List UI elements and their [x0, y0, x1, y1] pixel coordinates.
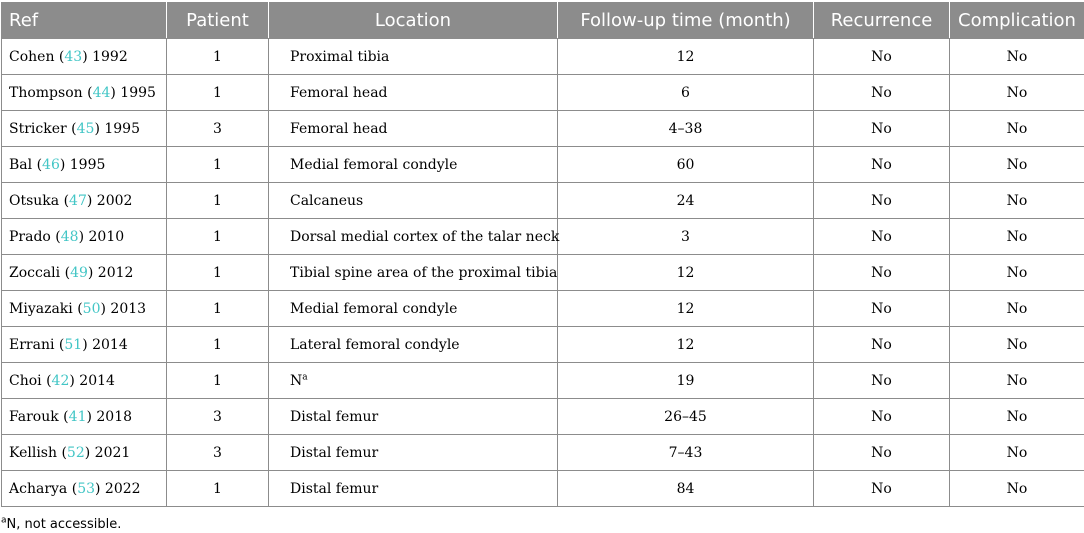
ref-citation-link[interactable]: 41 [68, 408, 87, 425]
ref-year: ) 2010 [78, 228, 125, 245]
cell-recurrence: No [814, 219, 950, 255]
cell-patient: 1 [167, 219, 269, 255]
cell-follow-up: 19 [558, 363, 814, 399]
cell-ref [2, 111, 167, 147]
cell-location [269, 255, 558, 291]
cell-complication: No [950, 219, 1084, 255]
cell-follow-up: 84 [558, 471, 814, 507]
cell-patient: 3 [167, 111, 269, 147]
location-text: Calcaneus [290, 192, 364, 209]
header-recurrence: Recurrence [814, 3, 950, 39]
cell-location [269, 75, 558, 111]
cell-follow-up: 60 [558, 147, 814, 183]
cell-complication: No [950, 75, 1084, 111]
cell-ref [2, 435, 167, 471]
cell-location [269, 399, 558, 435]
cell-patient: 1 [167, 291, 269, 327]
cell-recurrence: No [814, 147, 950, 183]
cell-ref [2, 219, 167, 255]
ref-citation-link[interactable]: 45 [76, 120, 95, 137]
footnote-marker: a [1, 515, 7, 526]
ref-citation-link[interactable]: 43 [64, 48, 83, 65]
header-ref: Ref [2, 3, 167, 39]
location-text: Distal femur [290, 444, 379, 461]
location-text: Tibial spine area of the proximal tibia [290, 264, 558, 281]
cell-location [269, 39, 558, 75]
table-row [2, 291, 1084, 327]
ref-author: Thompson ( [9, 84, 93, 101]
table-row [2, 327, 1084, 363]
cell-location [269, 183, 558, 219]
location-text: Distal femur [290, 480, 379, 497]
cell-complication: No [950, 39, 1084, 75]
cell-location [269, 327, 558, 363]
ref-year: ) 2012 [87, 264, 134, 281]
ref-year: ) 2022 [95, 480, 141, 497]
cell-ref [2, 363, 167, 399]
cell-complication: No [950, 291, 1084, 327]
cell-ref [2, 255, 167, 291]
ref-citation-link[interactable]: 47 [69, 192, 87, 209]
cell-recurrence: No [814, 291, 950, 327]
location-text: N [290, 372, 303, 389]
location-text: Medial femoral condyle [290, 156, 458, 173]
ref-year: ) 1995 [110, 84, 156, 101]
cell-location [269, 291, 558, 327]
cell-recurrence: No [814, 111, 950, 147]
cell-patient: 1 [167, 255, 269, 291]
location-text: Proximal tibia [290, 48, 390, 65]
cell-recurrence: No [814, 75, 950, 111]
table-row [2, 363, 1084, 399]
ref-citation-link[interactable]: 44 [92, 84, 111, 101]
cell-follow-up: 12 [558, 291, 814, 327]
cell-location [269, 147, 558, 183]
header-follow-up: Follow-up time (month) [558, 3, 814, 39]
cell-follow-up: 6 [558, 75, 814, 111]
cell-location [269, 219, 558, 255]
ref-author: Otsuka ( [9, 192, 70, 209]
ref-author: Errani ( [9, 336, 65, 353]
header-complication: Complication [950, 3, 1084, 39]
table-row [2, 255, 1084, 291]
cell-recurrence: No [814, 183, 950, 219]
table-row [2, 219, 1084, 255]
ref-citation-link[interactable]: 49 [70, 264, 88, 281]
cell-complication: No [950, 363, 1084, 399]
cell-patient: 1 [167, 363, 269, 399]
cell-location [269, 363, 558, 399]
cell-follow-up: 3 [558, 219, 814, 255]
location-text: Medial femoral condyle [290, 300, 458, 317]
cell-patient: 1 [167, 471, 269, 507]
cell-patient: 1 [167, 183, 269, 219]
cell-ref [2, 327, 167, 363]
cell-recurrence: No [814, 435, 950, 471]
table-header [2, 3, 1084, 39]
header-patient: Patient [167, 3, 269, 39]
ref-year: ) 2014 [69, 372, 115, 389]
cell-recurrence: No [814, 363, 950, 399]
ref-author: Farouk ( [9, 408, 69, 425]
ref-year: ) 2013 [100, 300, 147, 317]
table-row [2, 399, 1084, 435]
cell-patient: 1 [167, 39, 269, 75]
cell-complication: No [950, 255, 1084, 291]
ref-author: Cohen ( [9, 48, 65, 65]
ref-author: Miyazaki ( [9, 300, 83, 317]
table-body [2, 39, 1084, 507]
ref-citation-link[interactable]: 42 [51, 372, 70, 389]
cell-follow-up: 7–43 [558, 435, 814, 471]
ref-year: ) 2021 [84, 444, 131, 461]
ref-author: Kellish ( [9, 444, 67, 461]
cell-recurrence: No [814, 327, 950, 363]
location-text: Femoral head [290, 84, 388, 101]
cell-patient: 1 [167, 75, 269, 111]
ref-author: Choi ( [9, 372, 52, 389]
ref-year: ) 1992 [82, 48, 128, 65]
cell-patient: 1 [167, 327, 269, 363]
cell-recurrence: No [814, 39, 950, 75]
table-footnote [1, 517, 121, 532]
cell-recurrence: No [814, 399, 950, 435]
ref-citation-link[interactable]: 48 [60, 228, 79, 245]
cell-follow-up: 12 [558, 327, 814, 363]
location-text: Distal femur [290, 408, 379, 425]
table-row [2, 471, 1084, 507]
cell-complication: No [950, 183, 1084, 219]
table-row [2, 147, 1084, 183]
ref-citation-link[interactable]: 51 [64, 336, 83, 353]
ref-citation-link[interactable]: 52 [66, 444, 85, 461]
ref-year: ) 1995 [59, 156, 106, 173]
ref-year: ) 2018 [86, 408, 133, 425]
case-table [1, 2, 1084, 507]
ref-author: Prado ( [9, 228, 61, 245]
ref-author: Stricker ( [9, 120, 77, 137]
cell-complication: No [950, 327, 1084, 363]
cell-follow-up: 12 [558, 255, 814, 291]
ref-author: Zoccali ( [9, 264, 71, 281]
ref-author: Acharya ( [9, 480, 78, 497]
ref-year: ) 1995 [94, 120, 140, 137]
cell-patient: 3 [167, 435, 269, 471]
ref-citation-link[interactable]: 50 [82, 300, 101, 317]
cell-location [269, 435, 558, 471]
cell-follow-up: 12 [558, 39, 814, 75]
cell-ref [2, 183, 167, 219]
footnote-text: N, not accessible. [6, 517, 122, 532]
cell-follow-up: 24 [558, 183, 814, 219]
cell-ref [2, 471, 167, 507]
cell-location [269, 111, 558, 147]
cell-ref [2, 75, 167, 111]
table-row [2, 75, 1084, 111]
table-row [2, 39, 1084, 75]
cell-ref [2, 147, 167, 183]
cell-recurrence: No [814, 471, 950, 507]
cell-ref [2, 291, 167, 327]
cell-follow-up: 4–38 [558, 111, 814, 147]
location-text: Lateral femoral condyle [290, 336, 460, 353]
cell-location [269, 471, 558, 507]
ref-year: ) 2014 [82, 336, 128, 353]
ref-year: ) 2002 [86, 192, 133, 209]
cell-complication: No [950, 111, 1084, 147]
cell-ref [2, 39, 167, 75]
location-text: Dorsal medial cortex of the talar neck [290, 228, 560, 245]
cell-complication: No [950, 471, 1084, 507]
location-footnote-marker: a [302, 371, 308, 382]
cell-ref [2, 399, 167, 435]
cell-complication: No [950, 399, 1084, 435]
cell-patient: 1 [167, 147, 269, 183]
ref-citation-link[interactable]: 53 [77, 480, 96, 497]
table-row [2, 111, 1084, 147]
cell-patient: 3 [167, 399, 269, 435]
cell-complication: No [950, 147, 1084, 183]
cell-recurrence: No [814, 255, 950, 291]
table-row [2, 183, 1084, 219]
cell-follow-up: 26–45 [558, 399, 814, 435]
ref-author: Bal ( [9, 156, 43, 173]
header-location: Location [269, 3, 558, 39]
location-text: Femoral head [290, 120, 388, 137]
cell-complication: No [950, 435, 1084, 471]
table-row [2, 435, 1084, 471]
header-row [2, 3, 1084, 39]
ref-citation-link[interactable]: 46 [42, 156, 60, 173]
